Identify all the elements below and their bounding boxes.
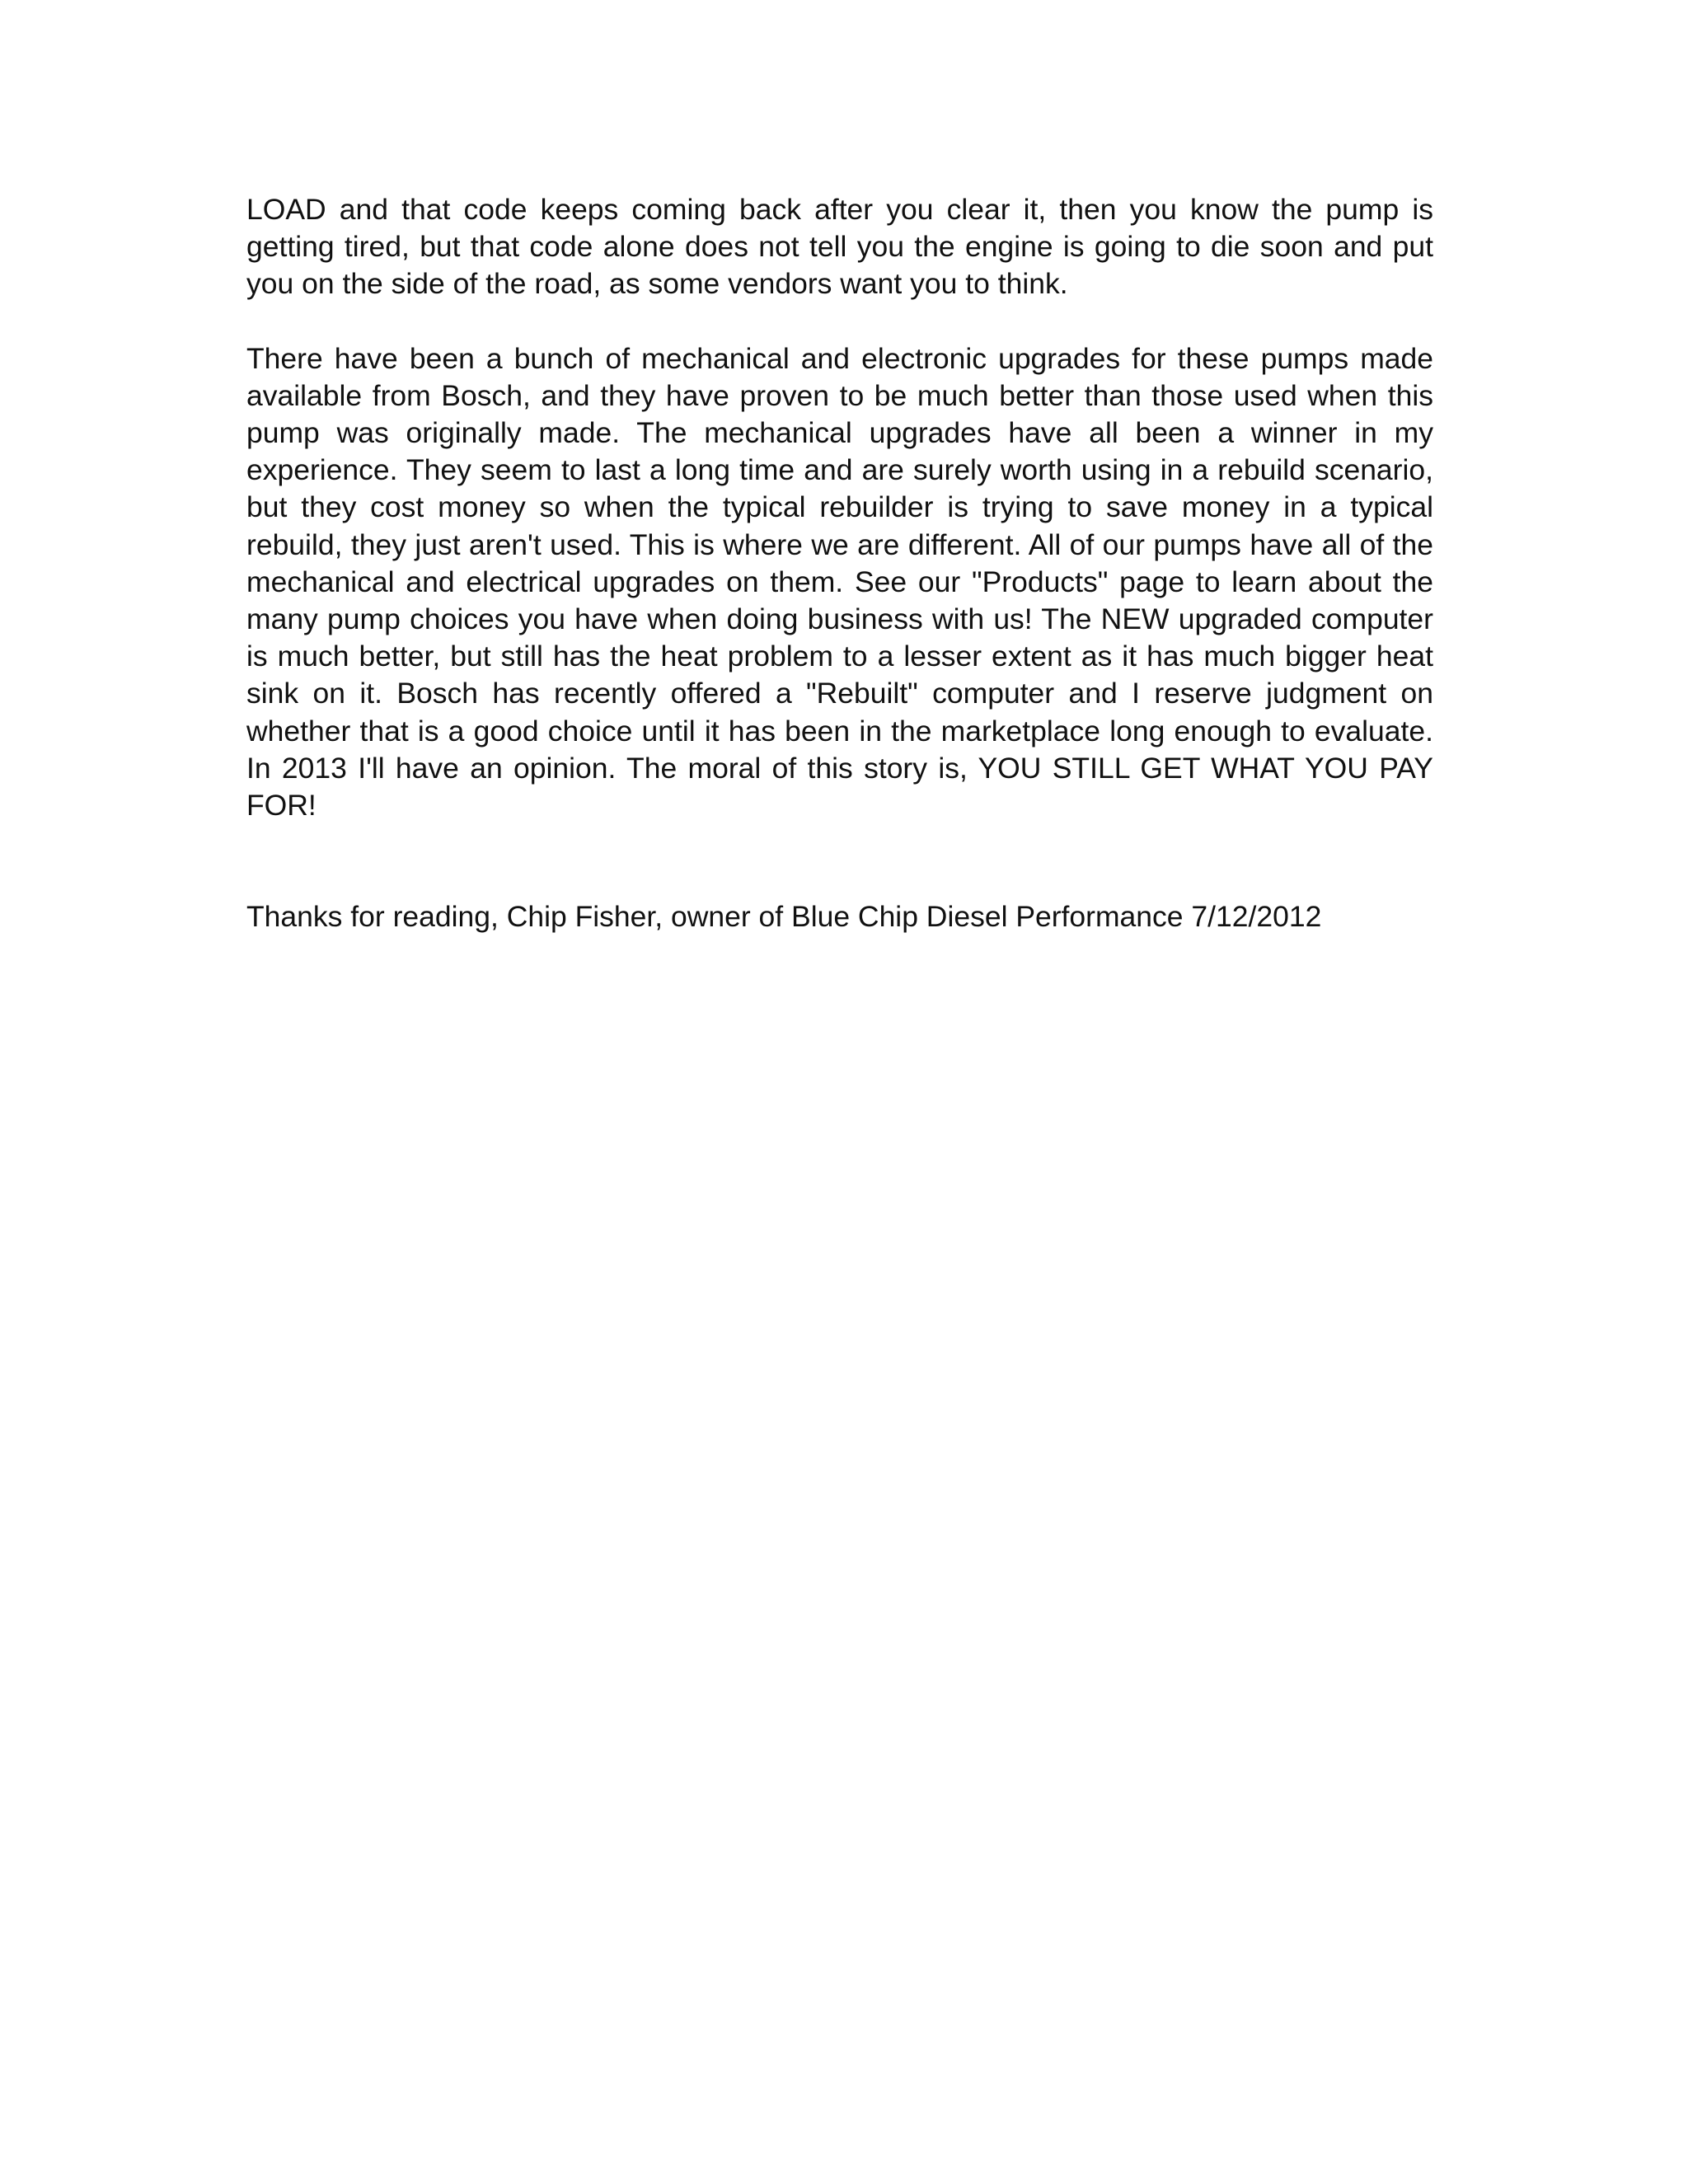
signature-line: Thanks for reading, Chip Fisher, owner of Blue Chip Diesel Performance 7/12/2012 bbox=[246, 900, 1322, 934]
paragraph-upgrades: There have been a bunch of mechanical and electronic upgrades for these pumps made available from Bosch, and they have proven to be much better than those used when this pump was originally made. The mechanical upgrades have all been a winner in my experience. They seem to last a long time and are surely worth using in a rebuild scenario, but they cost money so when the typical rebuilder is trying to save money in a typical rebuild, they just aren't used. This is where we are different. All of our pumps have all of the mechanical and electrical upgrades on them. See our "Products" page to learn about the many pump choices you have when doing business with us! The NEW upgraded computer is much better, but still has the heat problem to a lesser extent as it has much bigger heat sink on it. Bosch has recently offered a "Rebuilt" computer and I reserve judgment on whether that is a good choice until it has been in the marketplace long enough to evaluate. In 2013 I'll have an opinion. The moral of this story is, YOU STILL GET WHAT YOU PAY FOR! bbox=[246, 341, 1433, 823]
document-body bbox=[246, 191, 1433, 935]
paragraph-pump-code: LOAD and that code keeps coming back after you clear it, then you know the pump is getting tired, but that code alone does not tell you the engine is going to die soon and put you on the side of the road, as some vendors want you to think. bbox=[246, 193, 1433, 301]
